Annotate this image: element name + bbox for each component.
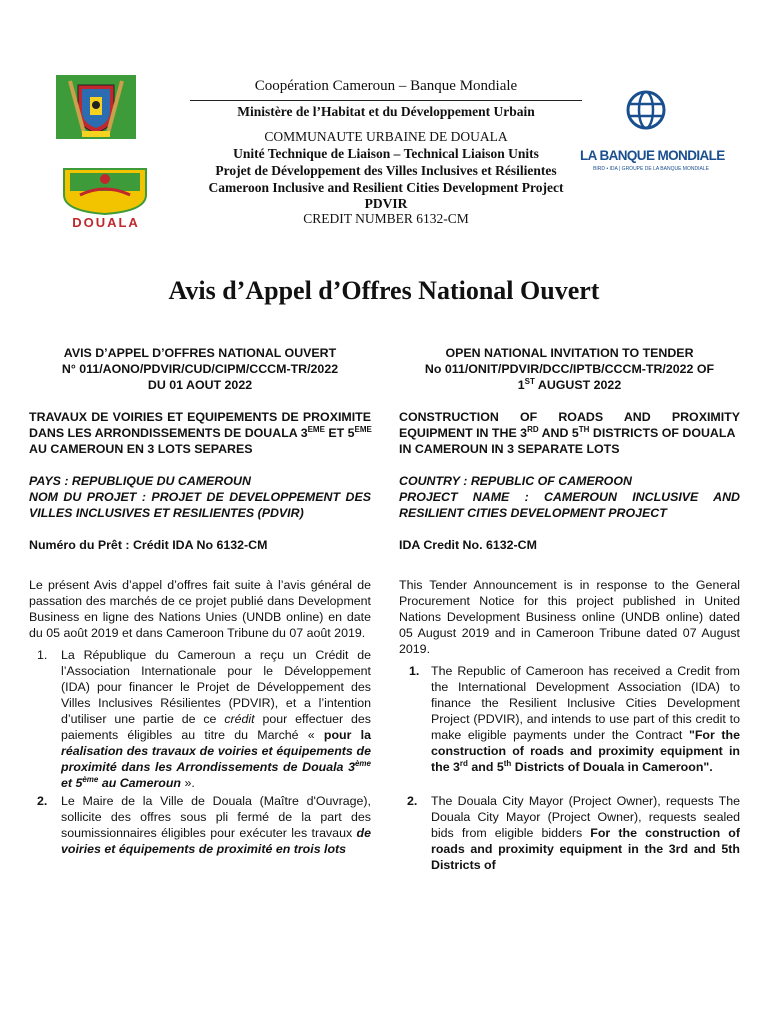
- cameroon-emblem: [56, 75, 136, 139]
- header-pdvir: PDVIR: [364, 196, 408, 211]
- fr-country: PAYS : REPUBLIQUE DU CAMEROUN: [29, 474, 251, 488]
- en-ref: No 011/ONIT/PDVIR/DCC/IPTB/CCCM-TR/2022 OF: [424, 362, 715, 376]
- en-works-line3: IN CAMEROUN IN 3 SEPARATE LOTS: [399, 442, 620, 456]
- bank-subtitle: BIRD • IDA | GROUPE DE LA BANQUE MONDIALE: [593, 166, 709, 172]
- fr-paragraph-1: 1. La République du Cameroun a reçu un Crédit de l’Association Internationale pour le Développement (IDA) pour financer le Projet de Développement des Villes Inclusives Résilientes (PDVIR), et a l’intention d’utiliser une partie de ce crédit pour effectuer des paiements éligibles au titre du Marché « pour la réalisation des travaux de voiries et équipements de proximité dans les Arrondissements de Douala 3ème et 5ème au Cameroun ».: [37, 648, 371, 790]
- header-unit: Unité Technique de Liaison – Technical Liaison Units: [233, 146, 539, 161]
- en-heading: OPEN NATIONAL INVITATION TO TENDER: [445, 346, 694, 360]
- fr-works-line2: DANS LES ARRONDISSEMENTS DE DOUALA 3EME ET 5EME: [29, 424, 372, 440]
- page-title: Avis d’Appel d’Offres National Ouvert: [168, 276, 600, 305]
- en-intro: This Tender Announcement is in response to the General Procurement Notice for this project published in United Nations Development Business online (UNDB online) dated 05 August 2019 and in Cameroon Tribune dated 07 August 2019.: [399, 578, 740, 656]
- world-bank-logo: [578, 82, 725, 177]
- en-paragraph-1: 1. The Republic of Cameroon has received a Credit from the International Development Association (IDA) to finance the Resilient Inclusive Cities Development Project (PDVIR), and intends to use part of this credit to make eligible payments under the Contract "For the construction of roads and proximity equipment in the 3rd and 5th Districts of Douala in Cameroon".: [409, 664, 740, 774]
- header-project-en: Cameroon Inclusive and Resilient Cities Development Project: [208, 180, 564, 195]
- header-communaute: COMMUNAUTE URBAINE DE DOUALA: [264, 129, 508, 144]
- fr-paragraph-1-number: 1.: [37, 648, 48, 662]
- bank-name: LA BANQUE MONDIALE: [580, 148, 725, 163]
- douala-logo-text: DOUALA: [72, 215, 140, 230]
- en-works-line2: EQUIPMENT IN THE 3RD AND 5TH DISTRICTS OF DOUALA: [399, 424, 736, 440]
- fr-date: DU 01 AOUT 2022: [147, 378, 253, 392]
- en-works-line1: CONSTRUCTION OF ROADS AND PROXIMITY: [399, 410, 740, 424]
- header-cooperation: Coopération Cameroun – Banque Mondiale: [254, 78, 518, 94]
- fr-loan-number: Numéro du Prêt : Crédit IDA No 6132-CM: [29, 538, 268, 552]
- en-date: 1ST AUGUST 2022: [517, 376, 622, 392]
- english-column: [399, 345, 740, 873]
- header-credit-number: CREDIT NUMBER 6132-CM: [303, 211, 469, 226]
- fr-heading: AVIS D’APPEL D’OFFRES NATIONAL OUVERT: [63, 346, 337, 360]
- fr-project-line2: VILLES INCLUSIVES ET RESILIENTES (PDVIR): [29, 506, 304, 520]
- fr-paragraph-2-number: 2.: [37, 794, 48, 808]
- fr-intro: Le présent Avis d’appel d’offres fait suite à l’avis général de passation des marchés de ce projet publié dans Development Business en ligne des Nations Unies (UNDB online) en date du 05 août 2019 et dans Cameroon Tribune du 07 août 2019.: [29, 578, 371, 640]
- fr-works-line3: AU CAMEROUN EN 3 LOTS SEPARES: [29, 442, 253, 456]
- douala-logo: [60, 165, 150, 230]
- header-divider: [190, 100, 582, 101]
- douala-crest-icon: [60, 165, 150, 215]
- fr-works-line1: TRAVAUX DE VOIRIES ET EQUIPEMENTS DE PROXIMITE: [29, 410, 371, 424]
- en-credit-number: IDA Credit No. 6132-CM: [399, 538, 537, 552]
- en-paragraph-1-number: 1.: [409, 664, 420, 678]
- en-project-line1: PROJECT NAME : CAMEROUN INCLUSIVE AND: [399, 490, 740, 504]
- coat-of-arms-icon: [56, 75, 136, 139]
- en-paragraph-2: 2. The Douala City Mayor (Project Owner), requests The Douala City Mayor (Project Owner), requests sealed bids from eligible bidders For the construction of roads and proximity equipment in the 3rd and 5th Districts of: [407, 794, 740, 872]
- en-paragraph-2-number: 2.: [407, 794, 418, 808]
- globe-icon: [626, 82, 666, 146]
- fr-project-line1: NOM DU PROJET : PROJET DE DEVELOPPEMENT DES: [29, 490, 371, 504]
- en-project-line2: RESILIENT CITIES DEVELOPMENT PROJECT: [399, 506, 667, 520]
- en-country: COUNTRY : REPUBLIC OF CAMEROON: [399, 474, 632, 488]
- fr-ref: N° 011/AONO/PDVIR/CUD/CIPM/CCCM-TR/2022: [61, 362, 339, 376]
- header-project-fr: Projet de Développement des Villes Inclusives et Résilientes: [215, 163, 557, 178]
- french-column: [29, 345, 371, 857]
- header-ministry: Ministère de l’Habitat et du Développement Urbain: [237, 104, 535, 119]
- fr-paragraph-2: 2. Le Maire de la Ville de Douala (Maître d'Ouvrage), sollicite des offres sous pli fermé de la part des soumissionnaires éligibles pour exécuter les travaux de voiries et équipements de proximité en trois lots: [37, 794, 371, 856]
